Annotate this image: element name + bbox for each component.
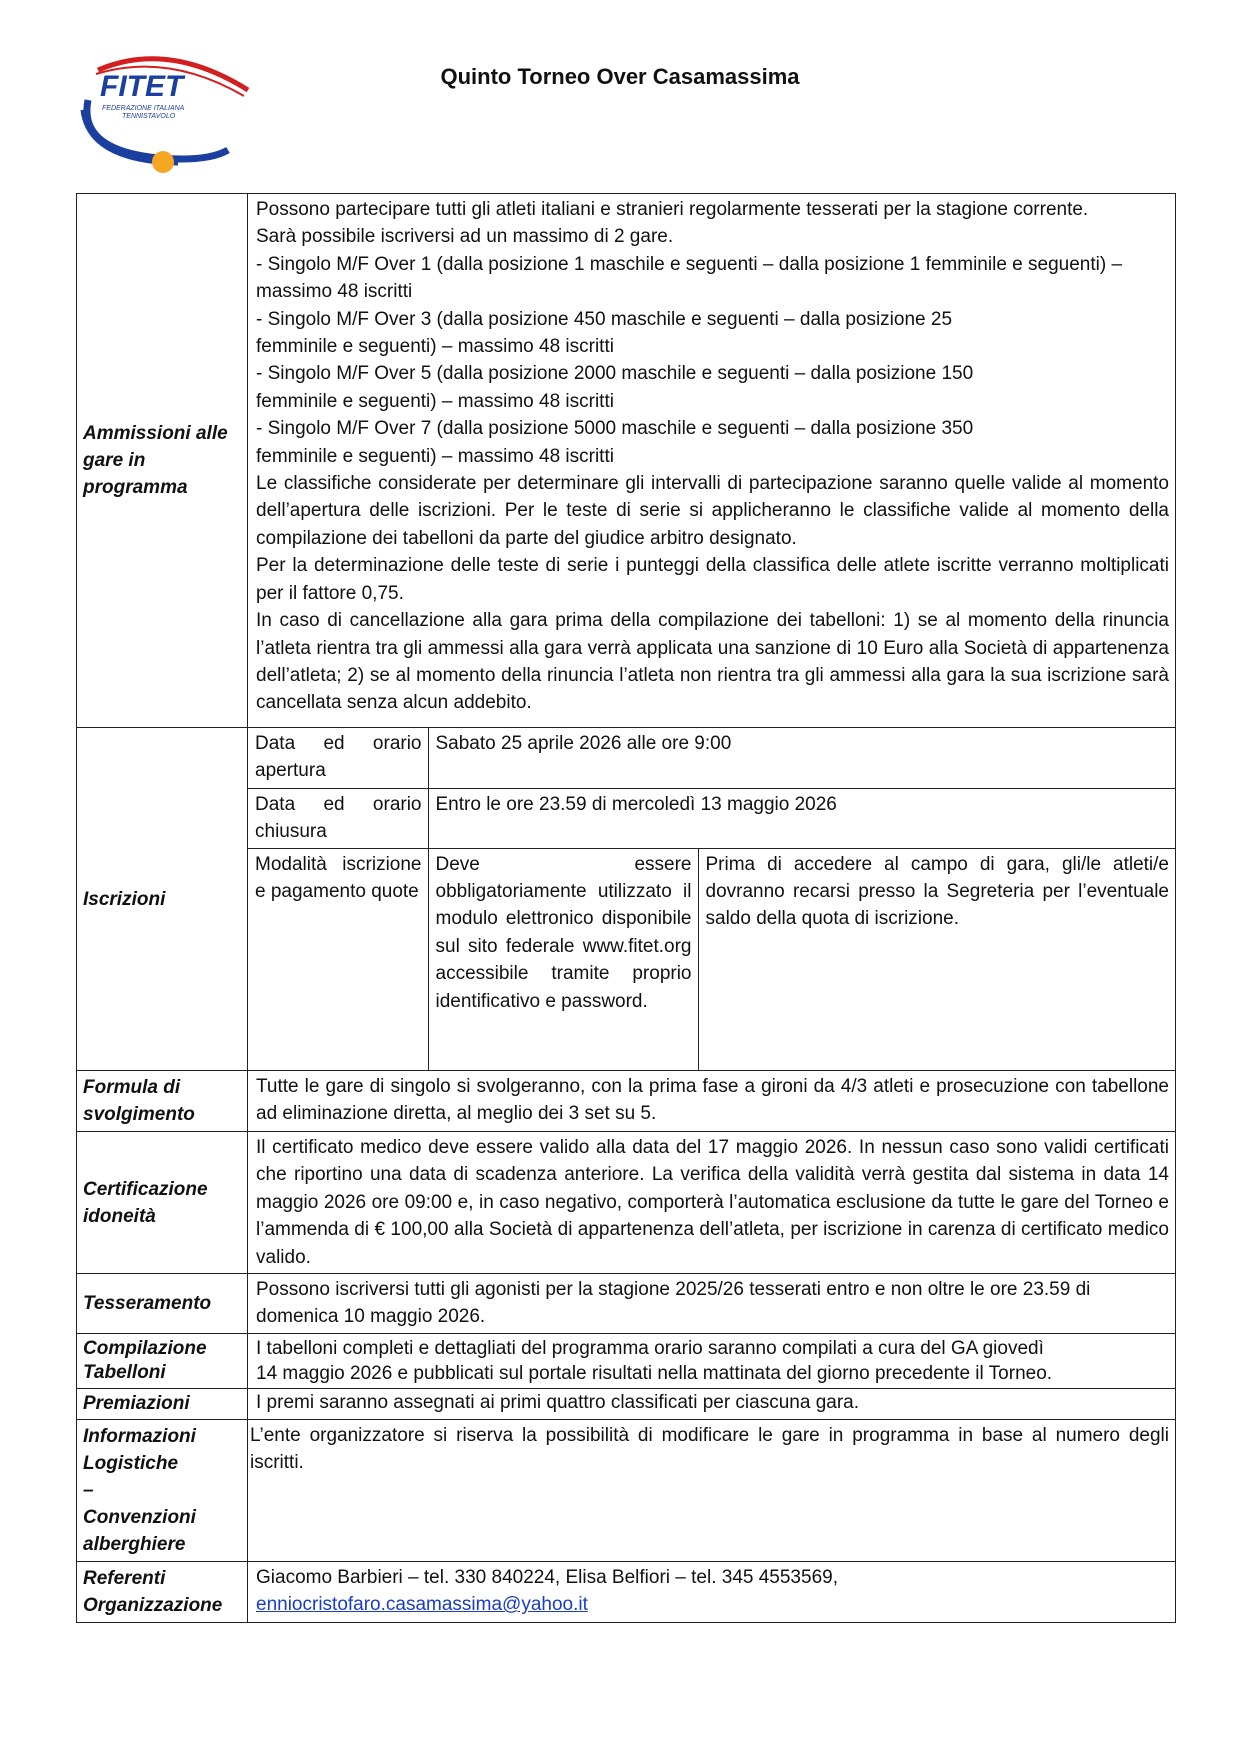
logo-wordmark: FITET: [100, 70, 184, 103]
pagamento-value: Prima di accedere al campo di gara, gli/le atleti/e dovranno recarsi presso la Segreteria per l’eventuale saldo della quota di iscrizione.: [698, 848, 1175, 1070]
label-formula: Formula di svolgimento: [77, 1071, 248, 1132]
informazioni-label-2: Logistiche: [83, 1452, 179, 1474]
label-referenti: Referenti Organizzazione: [77, 1561, 248, 1622]
apertura-value: Sabato 25 aprile 2026 alle ore 9:00: [428, 728, 1175, 788]
page-title: Quinto Torneo Over Casamassima: [440, 64, 800, 89]
modalita-value: Deve essere obbligatoriamente utilizzato il modulo elettronico disponibile sul sito federale www.fitet.org accessibile tramite proprio identificativo e password.: [428, 848, 698, 1070]
value-ammissioni: [248, 194, 1176, 728]
ammissioni-line-7: femminile e seguenti) – massimo 48 iscritti: [256, 390, 614, 412]
ammissioni-line-9: femminile e seguenti) – massimo 48 iscritti: [256, 445, 614, 467]
row-informazioni: [77, 1419, 1176, 1561]
value-tesseramento: Possono iscriversi tutti gli agonisti per la stagione 2025/26 tesserati entro e non oltre le ore 23.59 di domenica 10 maggio 2026.: [248, 1274, 1176, 1334]
informazioni-label-3: –: [83, 1479, 94, 1501]
chiusura-label: Data ed orario chiusura: [248, 788, 428, 848]
ammissioni-line-10: Le classifiche considerate per determinare gli intervalli di partecipazione saranno quelle valide al momento dell’apertura delle iscrizioni. Per le teste di serie si applicheranno le classifiche valide al momento della compilazione dei tabelloni da parte del giudice arbitro designato.: [256, 473, 1169, 549]
row-iscrizioni: [77, 728, 1176, 1071]
value-formula: Tutte le gare di singolo si svolgeranno, con la prima fase a gironi da 4/3 atleti e prosecuzione con tabellone ad eliminazione diretta, al meglio dei 3 set su 5.: [248, 1071, 1176, 1132]
row-ammissioni: [77, 194, 1176, 728]
label-ammissioni: Ammissioni alle gare in programma: [77, 194, 248, 728]
ammissioni-line-5: femminile e seguenti) – massimo 48 iscritti: [256, 336, 614, 358]
row-compilazione: [77, 1333, 1176, 1388]
label-compilazione: Compilazione Tabelloni: [77, 1333, 248, 1388]
label-premiazioni: Premiazioni: [77, 1388, 248, 1419]
row-tesseramento: [77, 1274, 1176, 1334]
value-premiazioni: I premi saranno assegnati ai primi quattro classificati per ciascuna gara.: [248, 1388, 1176, 1419]
ammissioni-line-12: In caso di cancellazione alla gara prima della compilazione dei tabelloni: 1) se al momento della rinuncia l’atleta rientra tra gli ammessi alla gara verrà applicata una sanzione di 10 Euro alla Società di appartenenza dell’atleta; 2) se al momento della rinuncia l’atleta non rientra tra gli ammessi alla gara la sua iscrizione sarà cancellata senza alcun addebito.: [256, 610, 1169, 714]
row-premiazioni: [77, 1388, 1176, 1419]
row-formula: [77, 1071, 1176, 1132]
label-iscrizioni: Iscrizioni: [77, 728, 248, 1071]
value-informazioni: L’ente organizzatore si riserva la possibilità di modificare le gare in programma in base al numero degli iscritti.: [248, 1419, 1176, 1561]
compilazione-line-1: I tabelloni completi e dettagliati del programma orario saranno compilati a cura del GA giovedì: [256, 1337, 1044, 1359]
logo-subtitle-1: FEDERAZIONE ITALIANA: [102, 105, 185, 112]
logo-subtitle-2: TENNISTAVOLO: [122, 113, 176, 120]
ammissioni-line-2: Sarà possibile iscriversi ad un massimo di 2 gare.: [256, 226, 674, 248]
ammissioni-line-8: - Singolo M/F Over 7 (dalla posizione 5000 maschile e seguenti – dalla posizione 350: [256, 418, 974, 440]
value-certificazione: Il certificato medico deve essere valido alla data del 17 maggio 2026. In nessun caso sono validi certificati che riportino una data di scadenza anteriore. La verifica della validità verrà gestita dal sistema in data 14 maggio 2026 ore 09:00 e, in caso negativo, comporterà l’automatica esclusione da tutte le gare del Torneo e l’ammenda di € 100,00 alla Società di appartenenza dell’atleta, per iscrizione in carenza di certificato medico valido.: [248, 1132, 1176, 1274]
value-iscrizioni: [248, 728, 1176, 1071]
referenti-email-link[interactable]: enniocristofaro.casamassima@yahoo.it: [256, 1594, 588, 1616]
label-informazioni: [77, 1419, 248, 1561]
chiusura-value: Entro le ore 23.59 di mercoledì 13 maggio 2026: [428, 788, 1175, 848]
value-referenti: [248, 1561, 1176, 1622]
value-compilazione: [248, 1333, 1176, 1388]
apertura-label: Data ed orario apertura: [248, 728, 428, 788]
informazioni-label-1: Informazioni: [83, 1425, 196, 1447]
informazioni-label-4: Convenzioni: [83, 1506, 196, 1528]
tournament-table: [76, 193, 1176, 1623]
compilazione-line-2: 14 maggio 2026 e pubblicati sul portale risultati nella mattinata del giorno precedente il Torneo.: [256, 1362, 1053, 1384]
ammissioni-line-1: Possono partecipare tutti gli atleti italiani e stranieri regolarmente tesserati per la stagione corrente.: [256, 199, 1089, 220]
iscrizioni-subtable: [248, 728, 1175, 1070]
referenti-contacts: Giacomo Barbieri – tel. 330 840224, Elisa Belfiori – tel. 345 4553569,: [256, 1566, 838, 1588]
ammissioni-line-6: - Singolo M/F Over 5 (dalla posizione 2000 maschile e seguenti – dalla posizione 150: [256, 363, 974, 385]
ammissioni-line-3: - Singolo M/F Over 1 (dalla posizione 1 maschile e seguenti – dalla posizione 1 femminile e seguenti) – massimo 48 iscritti: [256, 253, 1123, 303]
iscrizioni-modalita-row: [248, 848, 1175, 1070]
row-referenti: [77, 1561, 1176, 1622]
ammissioni-line-4: - Singolo M/F Over 3 (dalla posizione 450 maschile e seguenti – dalla posizione 25: [256, 308, 953, 330]
label-certificazione: Certificazione idoneità: [77, 1132, 248, 1274]
modalita-label: Modalità iscrizione e pagamento quote: [248, 848, 428, 1070]
row-certificazione: [77, 1132, 1176, 1274]
label-tesseramento: Tesseramento: [77, 1274, 248, 1334]
ammissioni-line-11: Per la determinazione delle teste di serie i punteggi della classifica delle atlete iscritte verranno moltiplicati per il fattore 0,75.: [256, 555, 1169, 604]
informazioni-label-5: alberghiere: [83, 1533, 186, 1555]
iscrizioni-apertura-row: [248, 728, 1175, 788]
iscrizioni-chiusura-row: [248, 788, 1175, 848]
